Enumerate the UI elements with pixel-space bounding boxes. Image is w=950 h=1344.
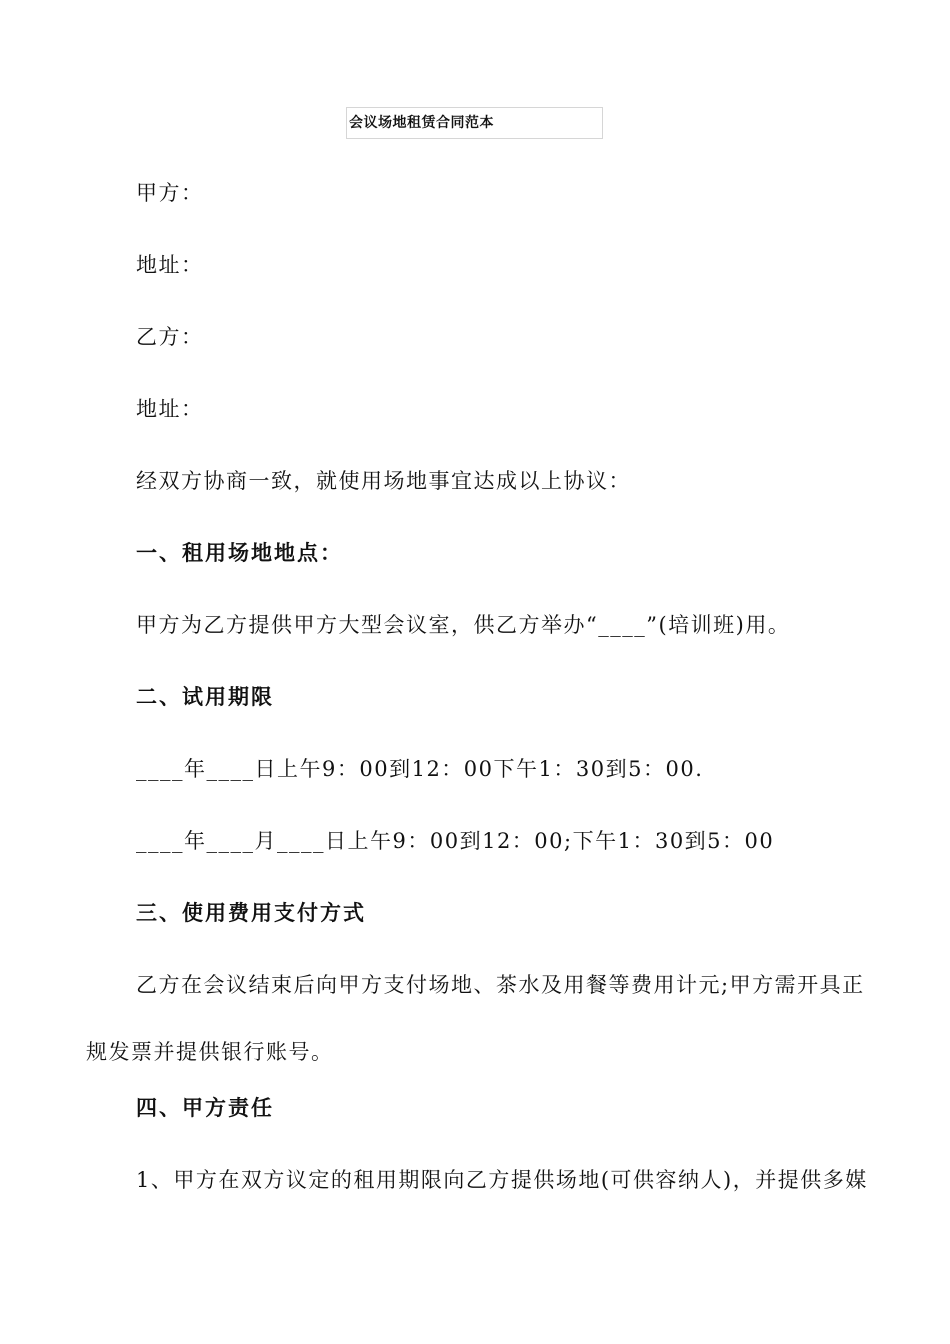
section-2-line-2: ____年____月____日上午9：00到12：00;下午1：30到5：00 <box>136 829 775 853</box>
document-title: 会议场地租赁合同范本 <box>346 107 603 139</box>
section-3-body-line-2: 规发票并提供银行账号。 <box>86 1040 334 1064</box>
section-2-line-1: ____年____日上午9：00到12：00下午1：30到5：00. <box>136 757 704 781</box>
section-1-heading: 一、租用场地地点： <box>136 541 343 565</box>
section-2-heading: 二、试用期限 <box>136 685 274 709</box>
section-3-body-line-1: 乙方在会议结束后向甲方支付场地、茶水及用餐等费用计元;甲方需开具正 <box>136 973 865 997</box>
intro-paragraph: 经双方协商一致，就使用场地事宜达成以上协议： <box>136 469 631 493</box>
party-a-address-label: 地址： <box>136 253 204 277</box>
party-a-label: 甲方： <box>136 181 204 205</box>
party-b-address-label: 地址： <box>136 397 204 421</box>
section-3-heading: 三、使用费用支付方式 <box>136 901 366 925</box>
section-4-item-1: 1、甲方在双方议定的租用期限向乙方提供场地(可供容纳人)，并提供多媒 <box>136 1168 868 1192</box>
section-4-heading: 四、甲方责任 <box>136 1096 274 1120</box>
section-1-body: 甲方为乙方提供甲方大型会议室，供乙方举办“____”(培训班)用。 <box>136 613 791 637</box>
section-3-body <box>86 970 866 1067</box>
party-b-label: 乙方： <box>136 325 204 349</box>
